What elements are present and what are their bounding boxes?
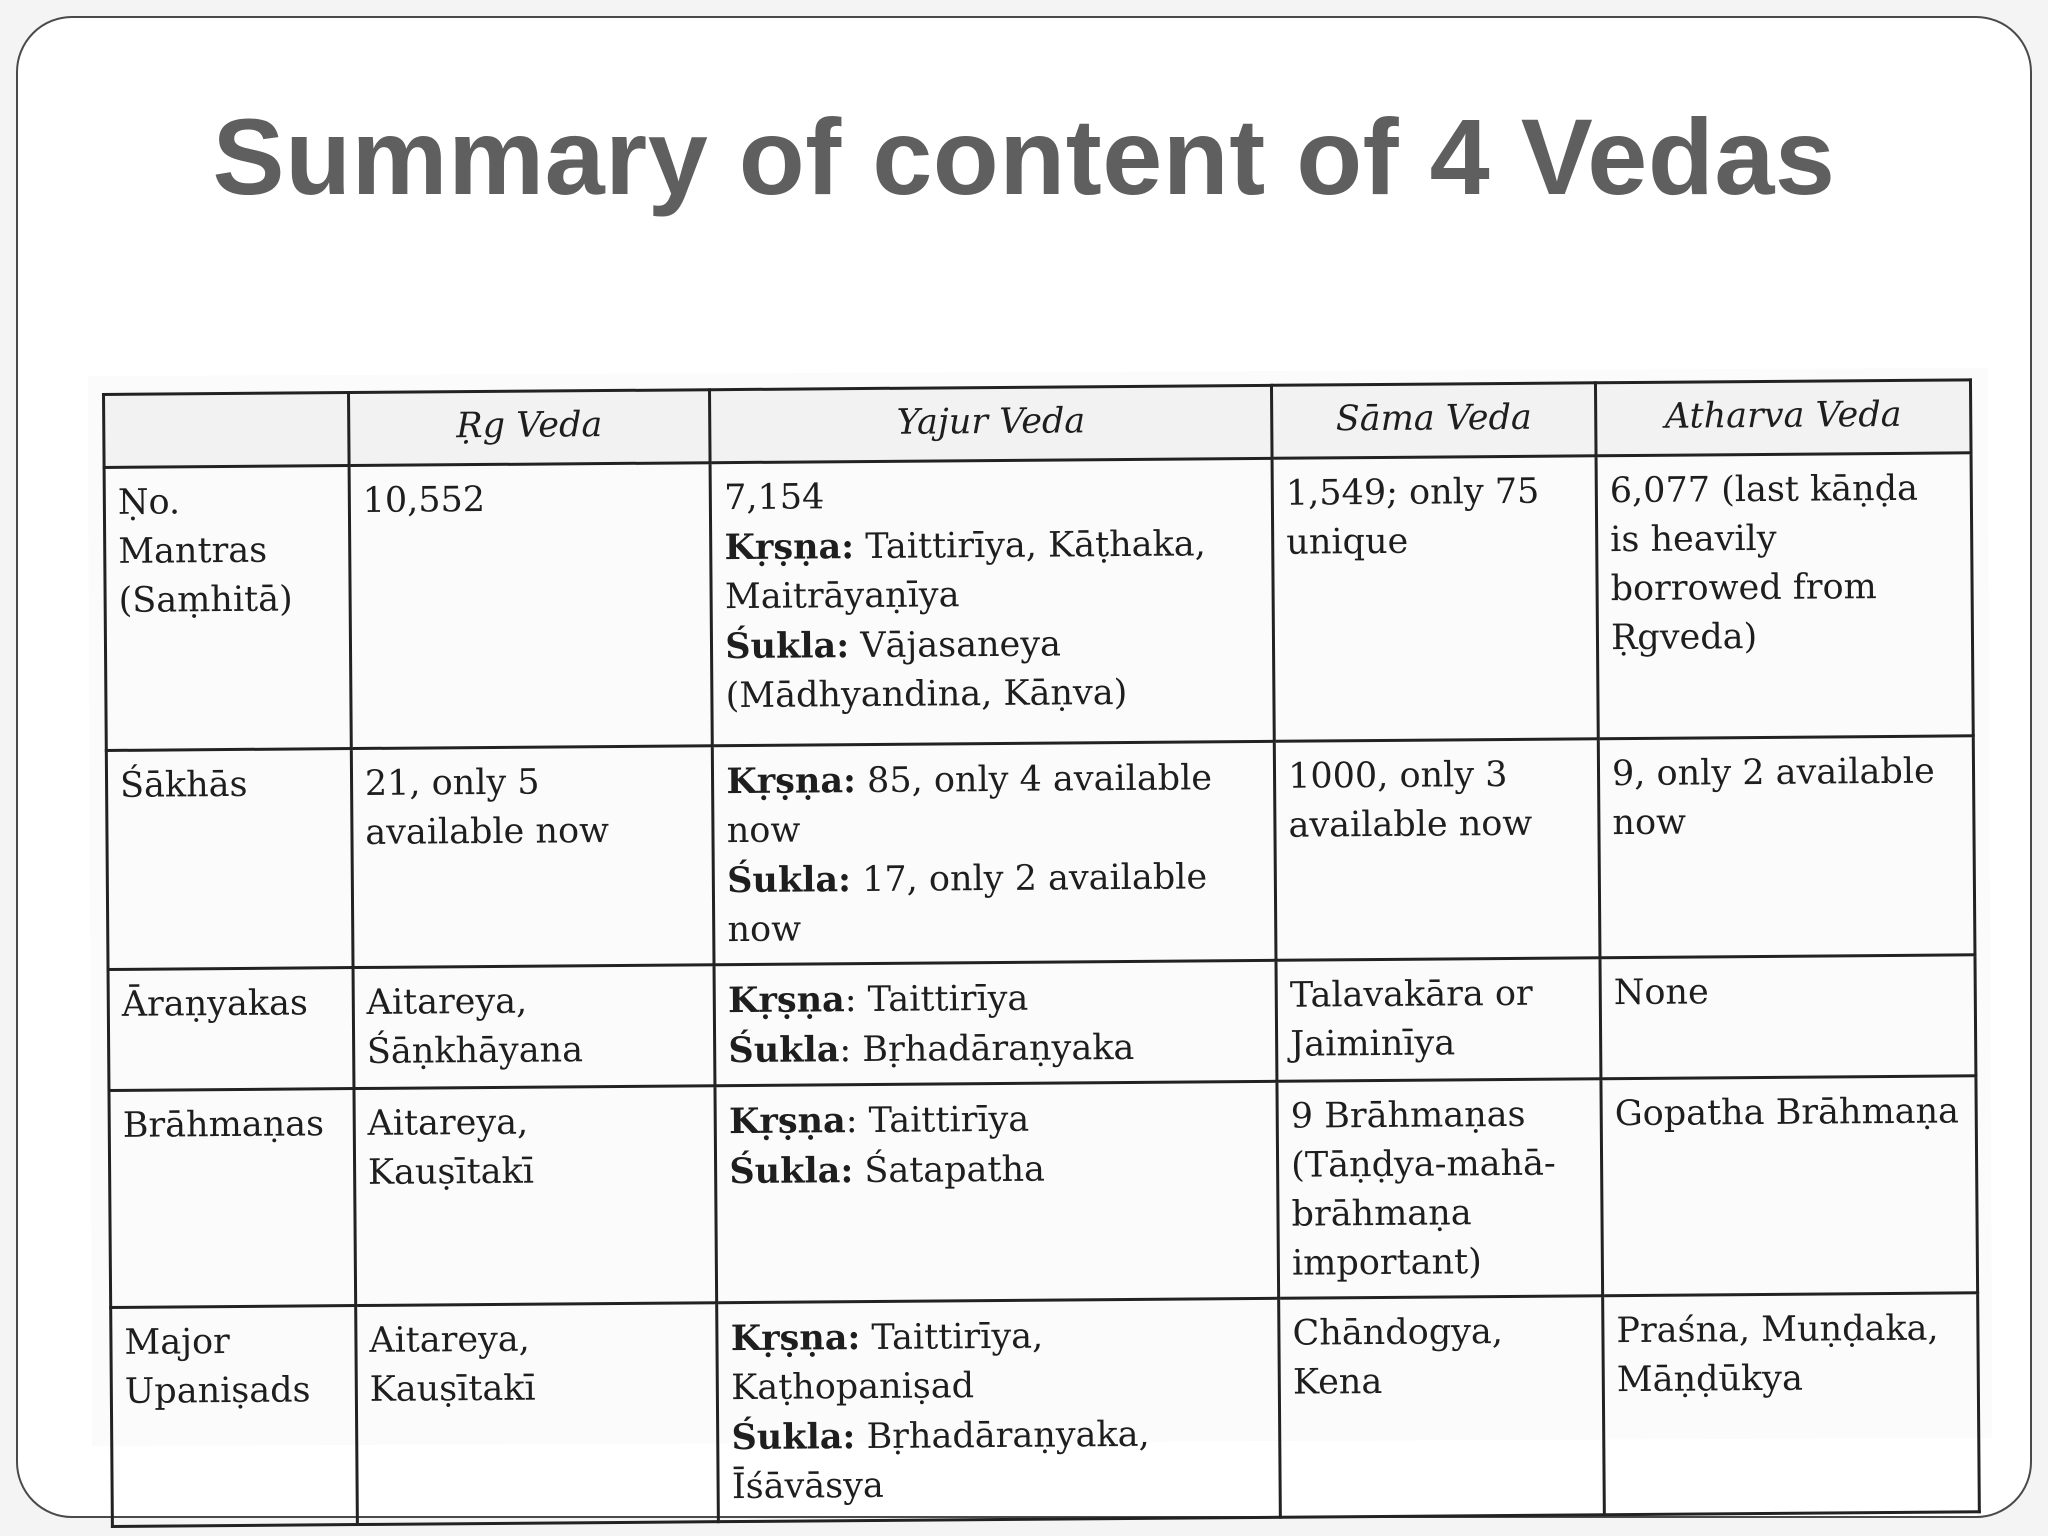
sukla-line (729, 1143, 1264, 1197)
cell-atharva-veda: Praśna, Muṇḍaka, Māṇḍūkya (1603, 1293, 1980, 1515)
row-label: Major Upaniṣads (111, 1306, 357, 1527)
sukla-text: Vājasaneya (Mādhyandina, Kāṇva) (725, 624, 1128, 717)
krsna-text: Taittirīya, Kaṭhopaniṣad (730, 1316, 1044, 1409)
header-rg-veda: Ṛg Veda (348, 390, 710, 466)
header-yajur-veda: Yajur Veda (710, 385, 1272, 462)
krsna-label: Kṛṣṇa: (724, 526, 855, 569)
table-row (106, 736, 1975, 970)
table-row (111, 1293, 1980, 1527)
sukla-label: Śukla (728, 1029, 840, 1072)
sukla-line (727, 852, 1263, 955)
krsna-label: Kṛṣṇa: (726, 760, 857, 803)
cell-rg-veda: Aitareya, Kauṣītakī (354, 1086, 717, 1306)
cell-yajur-veda (715, 1081, 1279, 1302)
slide-title: Summary of content of 4 Vedas (212, 96, 1836, 217)
cell-yajur-veda (713, 741, 1277, 964)
krsna-line (728, 972, 1263, 1026)
sukla-line (728, 1022, 1263, 1076)
sukla-line (725, 618, 1261, 721)
cell-rg-veda: 21, only 5 available now (351, 746, 714, 968)
header-atharva-veda: Atharva Veda (1595, 380, 1971, 456)
cell-atharva-veda: 6,077 (last kāṇḍa is heavily borrowed from Ṛgveda) (1596, 453, 1973, 739)
sukla-label: Śukla: (729, 1150, 854, 1193)
yajur-lead-text: 7,154 (723, 477, 825, 519)
table-row (108, 955, 1976, 1091)
cell-sama-veda: 1,549; only 75 unique (1272, 456, 1598, 742)
cell-rg-veda: 10,552 (349, 463, 713, 749)
cell-sama-veda: 9 Brāhmaṇas (Tāṇḍya-mahā-brāhmaṇa important) (1277, 1079, 1603, 1299)
cell-sama-veda: 1000, only 3 available now (1274, 739, 1600, 961)
cell-atharva-veda: 9, only 2 available now (1598, 736, 1975, 958)
table-row (109, 1076, 1978, 1308)
krsna-text: : Taittirīya (845, 1099, 1030, 1142)
table-row (104, 453, 1973, 751)
cell-yajur-veda (714, 960, 1277, 1085)
krsna-label: Kṛṣṇa (727, 979, 845, 1022)
row-label: Śākhās (106, 749, 352, 970)
sukla-label: Śukla: (726, 859, 852, 902)
cell-sama-veda: Talavakāra or Jaiminīya (1276, 958, 1601, 1082)
krsna-line (726, 753, 1262, 856)
krsna-line (729, 1093, 1264, 1147)
krsna-text: Taittirīya, Kāṭhaka, Maitrāyaṇīya (724, 524, 1206, 618)
veda-summary-table (102, 378, 1981, 1528)
sukla-label: Śukla: (731, 1416, 856, 1459)
krsna-text: 85, only 4 available now (726, 758, 1213, 852)
header-sama-veda: Sāma Veda (1272, 383, 1596, 459)
row-label: Ṇo. Mantras (Saṃhitā) (104, 466, 351, 751)
sukla-label: Śukla: (725, 625, 850, 668)
sukla-text: Śatapatha (853, 1149, 1046, 1192)
cell-atharva-veda: None (1600, 955, 1976, 1079)
sukla-line (731, 1409, 1267, 1512)
krsna-line (731, 1310, 1267, 1413)
sukla-text: : Bṛhadāraṇyaka (839, 1027, 1135, 1071)
sukla-text: Bṛhadāraṇyaka, Īśāvāsya (731, 1414, 1150, 1508)
sukla-text: 17, only 2 available now (727, 857, 1208, 951)
cell-sama-veda: Chāndogya, Kena (1279, 1296, 1605, 1518)
cell-yajur-veda (710, 458, 1274, 745)
row-label: Āraṇyakas (108, 968, 354, 1091)
header-corner-cell (104, 393, 349, 468)
row-label: Brāhmaṇas (109, 1089, 355, 1308)
cell-atharva-veda: Gopatha Brāhmaṇa (1601, 1076, 1978, 1296)
krsna-label: Kṛṣṇa (728, 1100, 846, 1143)
krsna-text: : Taittirīya (844, 978, 1029, 1021)
krsna-label: Kṛṣṇa: (730, 1317, 861, 1360)
cell-rg-veda: Aitareya, Śāṇkhāyana (353, 965, 715, 1089)
cell-yajur-veda (717, 1298, 1281, 1521)
krsna-line (724, 519, 1260, 622)
cell-rg-veda: Aitareya, Kauṣītakī (355, 1303, 718, 1525)
